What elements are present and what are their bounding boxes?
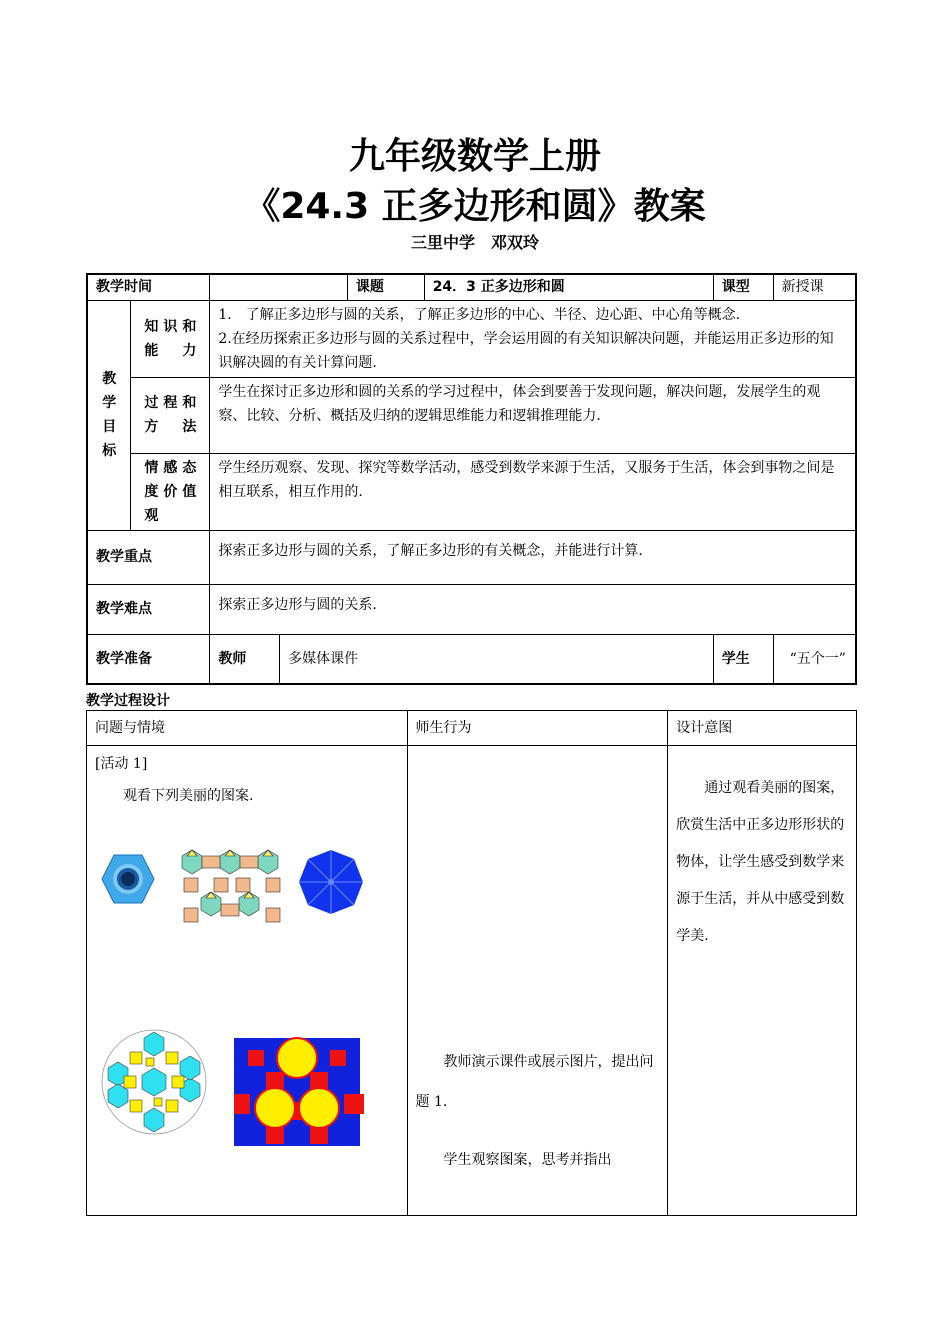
header-intent: 设计意图 bbox=[668, 711, 857, 746]
topic-label: 课题 bbox=[347, 274, 424, 300]
key-text: 探索正多边形与圆的关系，了解正多边形的有关概念，并能进行计算. bbox=[210, 530, 856, 584]
action-cell bbox=[407, 746, 668, 1216]
teacher-action1: 教师演示课件或展示图片，提出问题 1. bbox=[415, 1054, 654, 1110]
intent-text: 通过观看美丽的图案，欣赏生活中正多边形形状的物体，让学生感受到数学来源于生活，并从中感受到数学美. bbox=[676, 780, 845, 944]
difficulty-label: 教学难点 bbox=[87, 584, 210, 634]
key-label: 教学重点 bbox=[87, 530, 210, 584]
goal-text-knowledge: 1. 了解正多边形与圆的关系，了解正多边形的中心、半径、边心距、中心角等概念. 2.在经历探索正多边形与圆的关系过程中，学会运用圆的有关知识解决问题，并能运用正多边形的知识解决圆的有关计算问题. bbox=[210, 300, 856, 377]
goal-text-process: 学生在探讨正多边形和圆的关系的学习过程中，体会到要善于发现问题，解决问题，发展学生的观察、比较、分析、概括及归纳的逻辑思维能力和逻辑推理能力. bbox=[210, 377, 856, 453]
hex-nut-image bbox=[100, 852, 156, 906]
header-action: 师生行为 bbox=[407, 711, 668, 746]
circle-octagon-tiling-image bbox=[230, 1036, 364, 1148]
goal-label-process: 过程和方法 bbox=[131, 377, 210, 453]
teacher-action2: 学生观察图案，思考并指出 bbox=[443, 1152, 612, 1168]
time-value bbox=[210, 274, 348, 300]
teacher-value: 多媒体课件 bbox=[280, 634, 714, 684]
process-label: 教学过程设计 bbox=[86, 693, 170, 709]
difficulty-text: 探索正多边形与圆的关系. bbox=[210, 584, 856, 634]
polygon-rosette-image bbox=[100, 1028, 208, 1136]
process-table bbox=[86, 710, 857, 1216]
type-value: 新授课 bbox=[773, 274, 856, 300]
goal-label: 教学目标 bbox=[87, 300, 131, 530]
observe-text: 观看下列美丽的图案. bbox=[123, 788, 254, 804]
topic-value: 24．3 正多边形和圆 bbox=[424, 274, 713, 300]
author: 三里中学 邓双玲 bbox=[410, 233, 539, 252]
prep-label: 教学准备 bbox=[87, 634, 210, 684]
student-value: “五个一” bbox=[773, 634, 856, 684]
goal-label-knowledge: 知识和能力 bbox=[131, 300, 210, 377]
teacher-label: 教师 bbox=[210, 634, 280, 684]
goal-label-emotion: 情感态度价值观 bbox=[131, 453, 210, 530]
doc-title-line2: 《24.3 正多边形和圆》教案 bbox=[244, 186, 706, 227]
header-situation: 问题与情境 bbox=[87, 711, 408, 746]
intent-cell bbox=[668, 746, 857, 1216]
time-label: 教学时间 bbox=[87, 274, 210, 300]
lesson-info-table bbox=[86, 273, 857, 685]
activity-label: [活动 1] bbox=[95, 756, 148, 772]
triangle-square-tiling-image bbox=[174, 846, 292, 928]
goal-text-emotion: 学生经历观察、发现、探究等数学活动，感受到数学来源于生活，又服务于生活，体会到事物之间是相互联系，相互作用的. bbox=[210, 453, 856, 530]
umbrella-image bbox=[298, 848, 364, 916]
doc-title-line1: 九年级数学上册 bbox=[348, 136, 601, 177]
type-label: 课型 bbox=[713, 274, 773, 300]
student-label: 学生 bbox=[713, 634, 773, 684]
